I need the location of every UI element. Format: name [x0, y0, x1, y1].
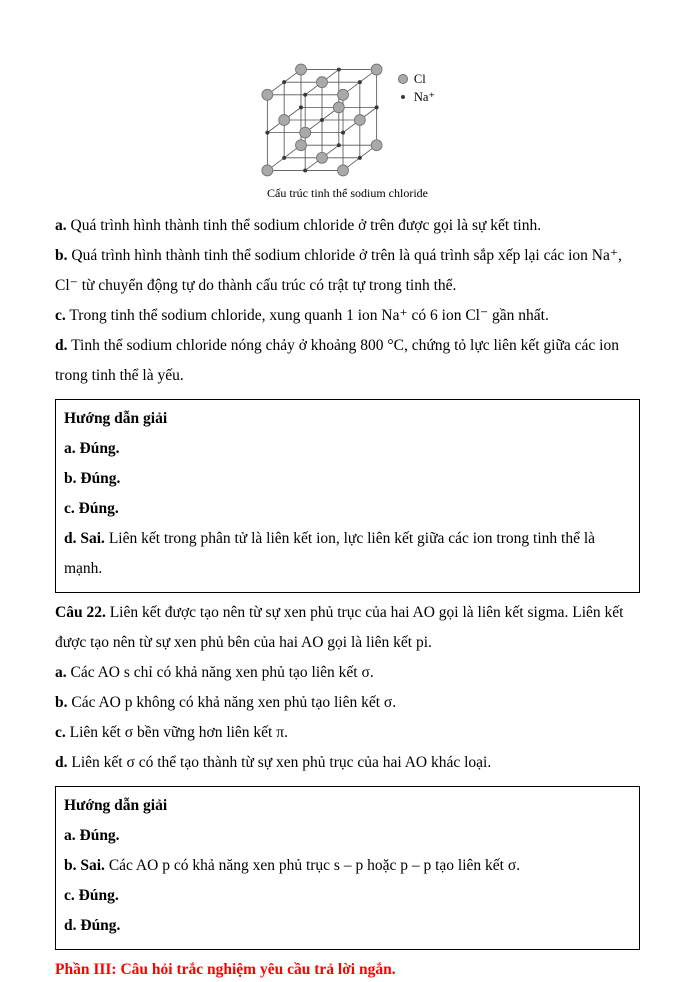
solution-22b-text: Các AO p có khả năng xen phủ trục s – p hoặc p – p tạo liên kết σ.	[108, 857, 521, 874]
solution-21c-marker: c. Đúng.	[64, 500, 119, 517]
na-dot-icon	[401, 95, 405, 99]
solution-22-title-text: Hướng dẫn giải	[64, 797, 168, 814]
solution-22a	[64, 821, 629, 851]
solution-22a-marker: a. Đúng.	[64, 827, 120, 844]
statement-22b	[55, 688, 640, 718]
solution-box-21	[55, 399, 640, 593]
question-22-intro	[55, 598, 640, 658]
solution-21d-text: Liên kết trong phân tử là liên kết ion, lực liên kết giữa các ion trong tinh thể là mạnh.	[64, 530, 596, 577]
solution-21b	[64, 464, 629, 494]
statement-21b	[55, 241, 640, 301]
solution-21c	[64, 494, 629, 524]
solution-22b	[64, 851, 629, 881]
nacl-lattice-diagram	[260, 62, 384, 178]
statement-21a-marker: a.	[55, 217, 67, 234]
statement-21b-marker: b.	[55, 247, 68, 264]
legend-item-cl	[398, 70, 435, 88]
legend-label-cl: Cl	[413, 72, 426, 86]
statement-22c	[55, 718, 640, 748]
statement-22a	[55, 658, 640, 688]
question-22-marker: Câu 22.	[55, 604, 106, 621]
solution-22b-marker: b. Sai.	[64, 857, 105, 874]
statement-21d-marker: d.	[55, 337, 68, 354]
statement-21d	[55, 331, 640, 391]
statement-22d-marker: d.	[55, 754, 68, 771]
statement-22b-marker: b.	[55, 694, 68, 711]
statement-21a-text: Quá trình hình thành tinh thể sodium chloride ở trên được gọi là sự kết tinh.	[70, 217, 542, 234]
solution-22-title	[64, 791, 629, 821]
statement-21d-text: Tinh thể sodium chloride nóng chảy ở khoảng 800 °C, chứng tỏ lực liên kết giữa các ion trong tinh thể là yếu.	[55, 337, 619, 384]
statement-21c-marker: c.	[55, 307, 66, 324]
solution-box-22	[55, 786, 640, 950]
solution-22d	[64, 911, 629, 941]
statement-22b-text: Các AO p không có khả năng xen phủ tạo liên kết σ.	[71, 694, 397, 711]
question-22-intro-text: Liên kết được tạo nên từ sự xen phủ trục của hai AO gọi là liên kết sigma. Liên kết được tạo nên từ sự xen phủ bên của hai AO gọi là liên kết pi.	[55, 604, 624, 651]
statement-22c-text: Liên kết σ bền vững hơn liên kết π.	[69, 724, 288, 741]
solution-21a	[64, 434, 629, 464]
part3-heading: Phần III: Câu hỏi trắc nghiệm yêu cầu trả lời ngắn.	[55, 961, 396, 978]
cl-sphere-icon	[398, 74, 408, 84]
solution-21d-marker: d. Sai.	[64, 530, 105, 547]
statement-22a-text: Các AO s chỉ có khả năng xen phủ tạo liên kết σ.	[70, 664, 374, 681]
legend-label-na: Na⁺	[413, 90, 436, 104]
solution-22d-marker: d. Đúng.	[64, 917, 121, 934]
statement-22d-text: Liên kết σ có thể tạo thành từ sự xen phủ trục của hai AO khác loại.	[71, 754, 492, 771]
solution-21a-marker: a. Đúng.	[64, 440, 120, 457]
statement-21c-text: Trong tinh thể sodium chloride, xung quanh 1 ion Na⁺ có 6 ion Cl⁻ gần nhất.	[69, 307, 549, 324]
statement-22a-marker: a.	[55, 664, 67, 681]
nacl-figure	[55, 62, 640, 201]
figure-row	[260, 62, 435, 178]
figure-legend	[398, 70, 435, 106]
solution-22c-marker: c. Đúng.	[64, 887, 119, 904]
legend-item-na	[398, 88, 435, 106]
statement-21c	[55, 301, 640, 331]
solution-21d	[64, 524, 629, 584]
figure-caption: Cấu trúc tinh thể sodium chloride	[267, 186, 428, 200]
solution-21b-marker: b. Đúng.	[64, 470, 121, 487]
solution-21-title-text: Hướng dẫn giải	[64, 410, 168, 427]
statement-22d	[55, 748, 640, 778]
solution-21-title	[64, 404, 629, 434]
statement-21a	[55, 211, 640, 241]
solution-22c	[64, 881, 629, 911]
statement-22c-marker: c.	[55, 724, 66, 741]
statement-21b-text: Quá trình hình thành tinh thể sodium chloride ở trên là quá trình sắp xếp lại các ion Na⁺, Cl⁻ từ chuyển động tự do thành cấu trúc có trật tự trong tinh thể.	[55, 247, 622, 294]
